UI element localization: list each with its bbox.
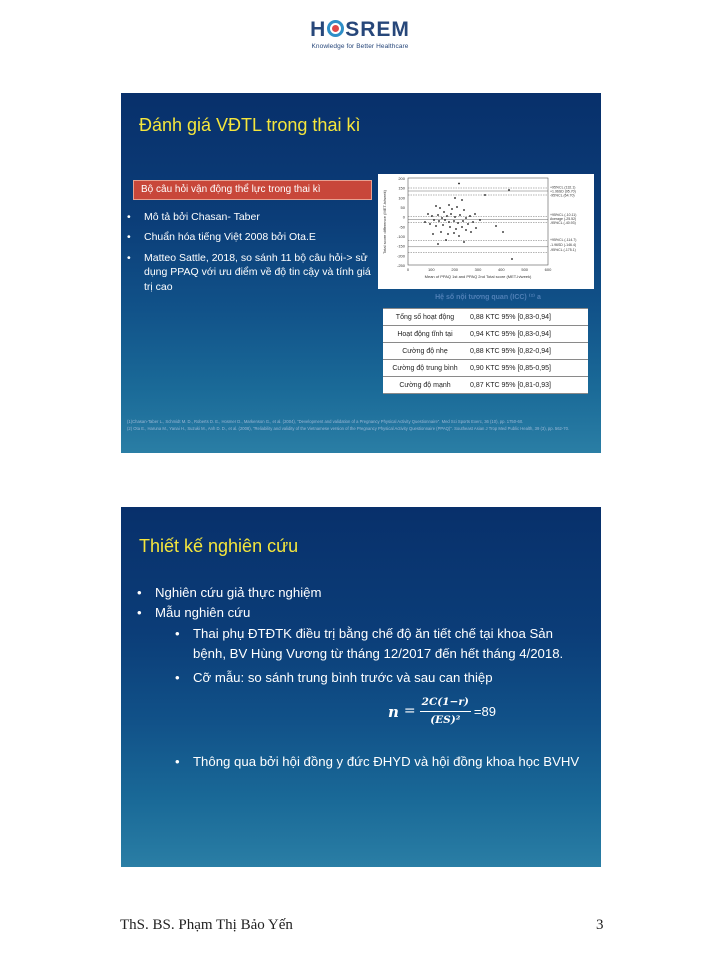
x-tick: 200 [451,267,459,272]
icc-label: Tổng số hoạt động [383,309,467,326]
formula-denominator: (ES)² [430,714,461,727]
bullet-item: • Mô tả bởi Chasan- Taber [127,210,372,224]
footer-author: ThS. BS. Phạm Thị Bảo Yến [120,917,293,933]
reference-line-labels [550,186,576,253]
reference-item: (2) Ota E., Haruna M., Yanai H., Suzuki M., Anh D. D., et al. (2008), "Reliability and validity of the Vietnamese version of the Pregnancy Physical Activity Questionnaire (PPAQ)". Southeast Asian J Trop Med Public Health, 39 (3), pp. 562-70. [127,425,570,431]
y-tick: -200 [396,253,405,259]
slide-2-title: Thiết kế nghiên cứu [139,536,299,556]
icc-value: 0,88 KTC 95% [0,82-0,94] [467,343,588,360]
icc-label: Cường độ mạnh [383,377,467,394]
bland-altman-plot [378,174,594,289]
icc-label: Cường độ nhẹ [383,343,467,360]
bullet-item: • Matteo Sattle, 2018, so sánh 11 bộ câu hỏi-> sử dụng PPAQ với ưu điểm về độ tin cậy và tính giá trị cao [127,251,372,294]
line-label: +1.96SD (95.70) [550,189,576,194]
icc-value: 0,94 KTC 95% [0,83-0,94] [467,326,588,343]
logo-wordmark: H SREM [310,18,410,41]
x-tick: 400 [497,267,505,272]
page-number: 3 [596,917,604,933]
sub-bullets [155,624,587,771]
line-label: +95%CL (-114.7) [550,238,577,242]
sub-bullet-text: Cỡ mẫu: so sánh trung bình trước và sau can thiệp [193,670,493,686]
table-row [383,309,588,326]
formula-lhs: n [388,702,399,721]
slide-1-title: Đánh giá VĐTL trong thai kì [139,115,361,135]
y-tick: -50 [399,224,405,230]
y-tick: 100 [398,195,405,201]
bullet-item: • Chuẩn hóa tiếng Việt 2008 bởi Ota.E [127,230,372,244]
sub-bullet-item: • Thai phụ ĐTĐTK điều trị bằng chế độ ăn tiết chế tại khoa Sản bệnh, BV Hùng Vương từ tháng 12/2017 đến hết tháng 4/2018. [175,624,587,663]
icc-label: Cường độ trung bình [383,360,467,377]
bullet-text: Mẫu nghiên cứu [155,604,251,620]
y-tick: 50 [400,205,405,210]
icc-label: Hoạt động tĩnh tại [383,326,467,343]
formula-result: =89 [473,704,496,720]
slide-1 [121,93,601,453]
slide-1-bullets [127,210,372,300]
formula-equals: = [403,703,416,720]
y-tick: 0 [402,214,405,220]
table-row [383,377,588,394]
logo-globe-icon [327,20,344,37]
y-tick: 150 [398,185,405,191]
x-tick: 300 [474,267,482,272]
y-tick: -250 [396,263,405,268]
x-tick: 0 [406,267,410,272]
x-tick: 100 [427,267,435,272]
questionnaire-label-box: Bộ câu hỏi vận động thể lực trong thai kì [133,180,372,200]
table-row [383,360,588,377]
references [127,419,597,432]
sub-bullet-item: • Thông qua bởi hội đồng y đức ĐHYD và hội đồng khoa học BVHV [175,752,587,772]
line-label: Average (-25.52) [550,217,577,221]
bullet-item [137,603,587,772]
table-row [383,326,588,343]
y-tick: 200 [398,176,405,181]
logo-tagline: Knowledge for Better Healthcare [311,43,409,50]
slide-2 [121,507,601,867]
line-label: -95%CL (64.70) [550,193,575,198]
line-label: +95%CL (-10.11) [550,213,577,217]
line-label: -95%CL (-40.93) [550,221,576,225]
formula-fraction [420,695,471,729]
line-label: +95%CL (132.1) [550,185,576,190]
sample-size-formula [388,692,587,732]
icc-table [383,308,588,394]
icc-value: 0,87 KTC 95% [0,81-0,93] [467,377,588,394]
slide-2-body [137,583,587,776]
table-row [383,343,588,360]
hosrem-logo [300,18,420,50]
plot-y-label: Total score difference (MET-h/week) [382,190,387,254]
icc-value: 0,90 KTC 95% [0,85-0,95] [467,360,588,377]
reference-item: (1)Chasan-Taber L., Schmidt M. D., Roberts D. E., Hosmer D., Markenson G., et al. (2004), "Development and validation of a Pregnancy Physical Activity Questionnaire". Med Sci Sports Exerc, 36 (10), pp. 1750-60. [127,419,524,424]
line-label: -95%CL (-175.1) [550,248,576,252]
formula-numerator: 2C(1−r) [420,695,471,713]
y-tick: -150 [396,243,405,249]
icc-table-caption: Hệ số nội tương quan (ICC) ⁽²⁾ a [435,294,541,301]
x-tick: 500 [521,267,529,272]
sub-bullet-item [175,668,587,732]
x-tick: 600 [544,267,552,272]
plot-x-label: Mean of PPAQ 1st and PPAQ 2nd Total score (MET-h/week) [424,274,532,279]
y-tick: -100 [396,234,405,239]
icc-value: 0,88 KTC 95% [0,83-0,94] [467,309,588,326]
line-label: -1.96SD (-146.4) [550,243,577,247]
bullet-item: • Nghiên cứu giả thực nghiệm [137,583,587,603]
